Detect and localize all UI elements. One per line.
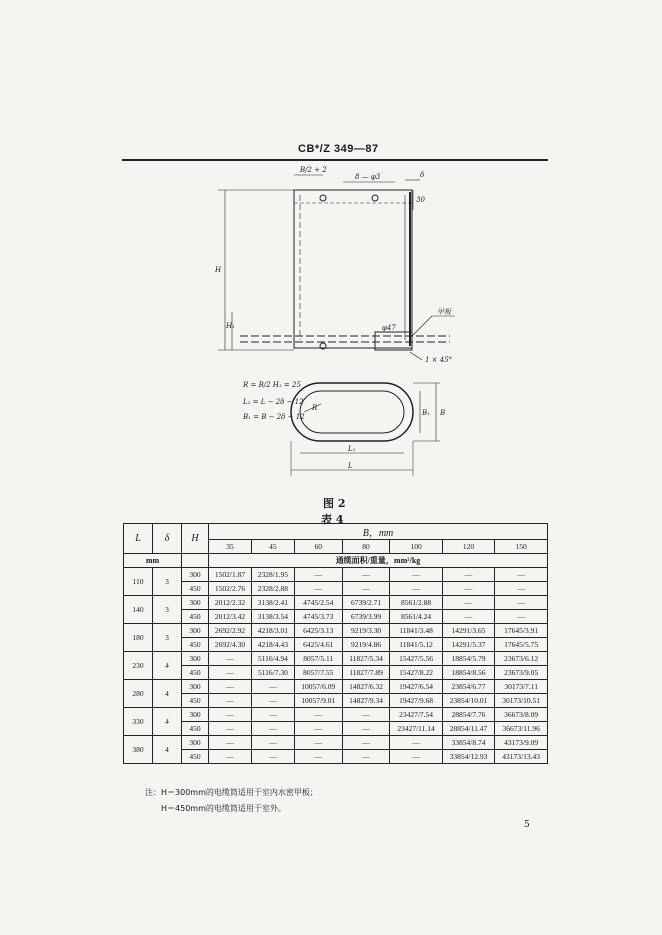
cell-area-weight: — [390, 568, 442, 582]
table-row [124, 694, 548, 708]
cell-area-weight: 8057/5.11 [294, 652, 342, 666]
cell-area-weight: 18854/8.56 [442, 666, 495, 680]
b-value-header: 150 [495, 540, 548, 554]
cell-delta: 3 [153, 596, 182, 624]
cell-h: 300 [182, 680, 209, 694]
table-row [124, 736, 548, 750]
label-plan-b1: B₁ [422, 409, 430, 417]
cell-area-weight: — [342, 568, 390, 582]
cell-area-weight: 2692/2.92 [209, 624, 252, 638]
cell-area-weight: — [390, 750, 442, 764]
label-30: 30 [416, 196, 425, 204]
cell-area-weight: 30173/10.51 [495, 694, 548, 708]
b-value-header: 45 [251, 540, 294, 554]
table-row [124, 568, 548, 582]
table-row [124, 610, 548, 624]
cell-area-weight: 18854/5.79 [442, 652, 495, 666]
cell-area-weight: 10057/9.01 [294, 694, 342, 708]
cell-area-weight: 17645/5.75 [495, 638, 548, 652]
cell-area-weight: — [294, 736, 342, 750]
cell-area-weight: 3138/3.54 [251, 610, 294, 624]
table-row [124, 624, 548, 638]
cell-area-weight: 23854/10.01 [442, 694, 495, 708]
cell-area-weight: 9219/3.30 [342, 624, 390, 638]
label-holes: 8 — φ3 [355, 173, 381, 181]
cell-l: 280 [124, 680, 153, 708]
cell-area-weight: — [390, 736, 442, 750]
cell-area-weight: 14827/9.34 [342, 694, 390, 708]
cell-area-weight: — [442, 582, 495, 596]
cell-l: 140 [124, 596, 153, 624]
cell-area-weight: — [294, 582, 342, 596]
col-header-delta: δ [153, 524, 182, 554]
cell-area-weight: 11841/3.48 [390, 624, 442, 638]
table-row [124, 582, 548, 596]
label-plan-b: B [440, 409, 446, 417]
cell-area-weight: 5116/4.94 [251, 652, 294, 666]
cell-area-weight: 2692/4.30 [209, 638, 252, 652]
cell-area-weight: — [342, 750, 390, 764]
cell-area-weight: — [495, 582, 548, 596]
cell-h: 300 [182, 652, 209, 666]
cell-area-weight: 28854/11.47 [442, 722, 495, 736]
cable-tube-table [123, 523, 548, 764]
cable-tube-plan-inner [300, 391, 404, 433]
label-deck-plate: 甲板 [437, 308, 451, 316]
cell-area-weight: 10057/6.09 [294, 680, 342, 694]
cell-area-weight: — [209, 680, 252, 694]
cell-delta: 3 [153, 624, 182, 652]
cell-area-weight: 6739/3.99 [342, 610, 390, 624]
cell-area-weight: — [209, 750, 252, 764]
cell-area-weight: — [209, 652, 252, 666]
cell-delta: 4 [153, 680, 182, 708]
cell-l: 330 [124, 708, 153, 736]
cell-area-weight: 14291/3.65 [442, 624, 495, 638]
cell-area-weight: 11827/7.89 [342, 666, 390, 680]
cell-area-weight: 2012/3.42 [209, 610, 252, 624]
table-row [124, 722, 548, 736]
cell-h: 300 [182, 568, 209, 582]
cell-area-weight: — [209, 722, 252, 736]
cell-area-weight: 19427/6.54 [390, 680, 442, 694]
cell-area-weight: 8561/4.24 [390, 610, 442, 624]
cell-area-weight: 6425/4.61 [294, 638, 342, 652]
cell-area-weight: 11827/5.34 [342, 652, 390, 666]
cell-area-weight: — [251, 694, 294, 708]
cell-area-weight: 8561/2.88 [390, 596, 442, 610]
b-value-header: 100 [390, 540, 442, 554]
cell-area-weight: — [294, 568, 342, 582]
cell-area-weight: — [342, 582, 390, 596]
cell-area-weight: 4745/2.54 [294, 596, 342, 610]
cell-area-weight: — [342, 736, 390, 750]
cell-h: 300 [182, 624, 209, 638]
cell-area-weight: 19427/9.68 [390, 694, 442, 708]
cell-delta: 4 [153, 708, 182, 736]
cell-area-weight: 2012/2.32 [209, 596, 252, 610]
cell-area-weight: — [251, 680, 294, 694]
cell-area-weight: 36673/11.96 [495, 722, 548, 736]
cell-area-weight: 23673/9.05 [495, 666, 548, 680]
cell-area-weight: — [390, 582, 442, 596]
standard-code-header: CB*/Z 349—87 [298, 143, 379, 155]
cell-area-weight: — [209, 666, 252, 680]
cell-area-weight: 9219/4.86 [342, 638, 390, 652]
cell-area-weight: 23854/6.77 [442, 680, 495, 694]
label-h1: H₁ [226, 322, 235, 330]
label-plan-r: R [312, 404, 318, 412]
formula-b1: B₁ = B − 2δ − 12 [243, 413, 305, 421]
cell-delta: 3 [153, 568, 182, 596]
cell-area-weight: — [342, 708, 390, 722]
cell-delta: 4 [153, 736, 182, 764]
cell-h: 450 [182, 638, 209, 652]
cell-area-weight: — [294, 722, 342, 736]
cell-area-weight: 2328/1.95 [251, 568, 294, 582]
cell-area-weight: — [251, 708, 294, 722]
label-b-half: B/2 + 2 [300, 166, 327, 174]
cell-area-weight: — [251, 750, 294, 764]
cell-area-weight: 30173/7.11 [495, 680, 548, 694]
cell-area-weight: 4218/3.01 [251, 624, 294, 638]
cell-l: 380 [124, 736, 153, 764]
cell-area-weight: 15427/5.56 [390, 652, 442, 666]
cell-area-weight: 15427/8.22 [390, 666, 442, 680]
cell-area-weight: — [495, 568, 548, 582]
formula-r-h1: R = B/2 H₁ = 25 [243, 381, 301, 389]
cell-area-weight: 11841/5.12 [390, 638, 442, 652]
col-header-l: L [124, 524, 153, 554]
cell-l: 180 [124, 624, 153, 652]
cell-h: 450 [182, 694, 209, 708]
cell-area-weight: 6425/3.13 [294, 624, 342, 638]
cell-h: 300 [182, 708, 209, 722]
b-value-header: 35 [209, 540, 252, 554]
b-value-header: 80 [342, 540, 390, 554]
cell-area-weight: — [442, 596, 495, 610]
cell-area-weight: 17645/3.91 [495, 624, 548, 638]
cell-area-weight: 28854/7.76 [442, 708, 495, 722]
cell-h: 450 [182, 750, 209, 764]
unit-mm: mm [124, 554, 182, 568]
cell-h: 300 [182, 596, 209, 610]
cell-l: 230 [124, 652, 153, 680]
col-header-b: B，mm [209, 524, 548, 540]
cell-area-weight: — [442, 610, 495, 624]
cell-area-weight: 33854/8.74 [442, 736, 495, 750]
label-delta-top: δ [420, 171, 425, 179]
label-plan-l1: L₁ [348, 445, 356, 453]
cell-h: 300 [182, 736, 209, 750]
table-row [124, 638, 548, 652]
cell-h: 450 [182, 722, 209, 736]
sub-header-area-weight: 通缆面积/重量，mm²/kg [209, 554, 548, 568]
cell-area-weight: — [495, 610, 548, 624]
label-chamfer: 1 × 45° [425, 356, 453, 364]
table-row [124, 666, 548, 680]
cell-delta: 4 [153, 652, 182, 680]
cell-area-weight: 33854/12.93 [442, 750, 495, 764]
table-row [124, 652, 548, 666]
cell-area-weight: — [294, 750, 342, 764]
note-300: 注：H＝300mm的电缆筒适用于室内水密甲板； [145, 788, 318, 797]
cell-area-weight: — [209, 694, 252, 708]
cell-area-weight: 6739/2.71 [342, 596, 390, 610]
cell-area-weight: 14827/6.32 [342, 680, 390, 694]
cell-area-weight: — [209, 736, 252, 750]
cell-area-weight: 14291/5.37 [442, 638, 495, 652]
cell-area-weight: — [495, 596, 548, 610]
table-row [124, 596, 548, 610]
b-value-header: 60 [294, 540, 342, 554]
cell-area-weight: 4745/3.73 [294, 610, 342, 624]
table-row [124, 708, 548, 722]
label-plan-l: L [348, 462, 353, 470]
cell-area-weight: — [294, 708, 342, 722]
cell-area-weight: 3138/2.41 [251, 596, 294, 610]
col-header-h: H [182, 524, 209, 554]
cell-area-weight: 23673/6.12 [495, 652, 548, 666]
cell-area-weight: 1502/2.76 [209, 582, 252, 596]
cell-area-weight: 43173/13.43 [495, 750, 548, 764]
cell-area-weight: 36673/8.09 [495, 708, 548, 722]
formula-l1: L₁ = L − 2δ − 12 [243, 398, 304, 406]
cell-area-weight: — [442, 568, 495, 582]
cell-area-weight: 1502/1.87 [209, 568, 252, 582]
cell-area-weight: 5116/7.30 [251, 666, 294, 680]
cell-area-weight: — [209, 708, 252, 722]
cell-h: 450 [182, 610, 209, 624]
b-value-header: 120 [442, 540, 495, 554]
label-h: H [215, 266, 222, 274]
table-row [124, 680, 548, 694]
cell-area-weight: — [342, 722, 390, 736]
note-450: H＝450mm的电缆筒适用于室外。 [161, 804, 286, 813]
cell-h: 450 [182, 666, 209, 680]
table-caption: 表 4 [321, 513, 344, 526]
label-diameter: φ47 [382, 324, 396, 332]
page-number: 5 [524, 820, 530, 830]
figure-caption: 图 2 [323, 497, 346, 510]
cell-l: 110 [124, 568, 153, 596]
cell-h: 450 [182, 582, 209, 596]
cell-area-weight: 23427/11.14 [390, 722, 442, 736]
cell-area-weight: 2328/2.88 [251, 582, 294, 596]
cell-area-weight: 43173/9.09 [495, 736, 548, 750]
cable-tube-plan-outer [291, 383, 413, 441]
cell-area-weight: 23427/7.54 [390, 708, 442, 722]
cell-area-weight: 4218/4.43 [251, 638, 294, 652]
cell-area-weight: — [251, 722, 294, 736]
table-row [124, 750, 548, 764]
cell-area-weight: 8057/7.55 [294, 666, 342, 680]
cell-area-weight: — [251, 736, 294, 750]
